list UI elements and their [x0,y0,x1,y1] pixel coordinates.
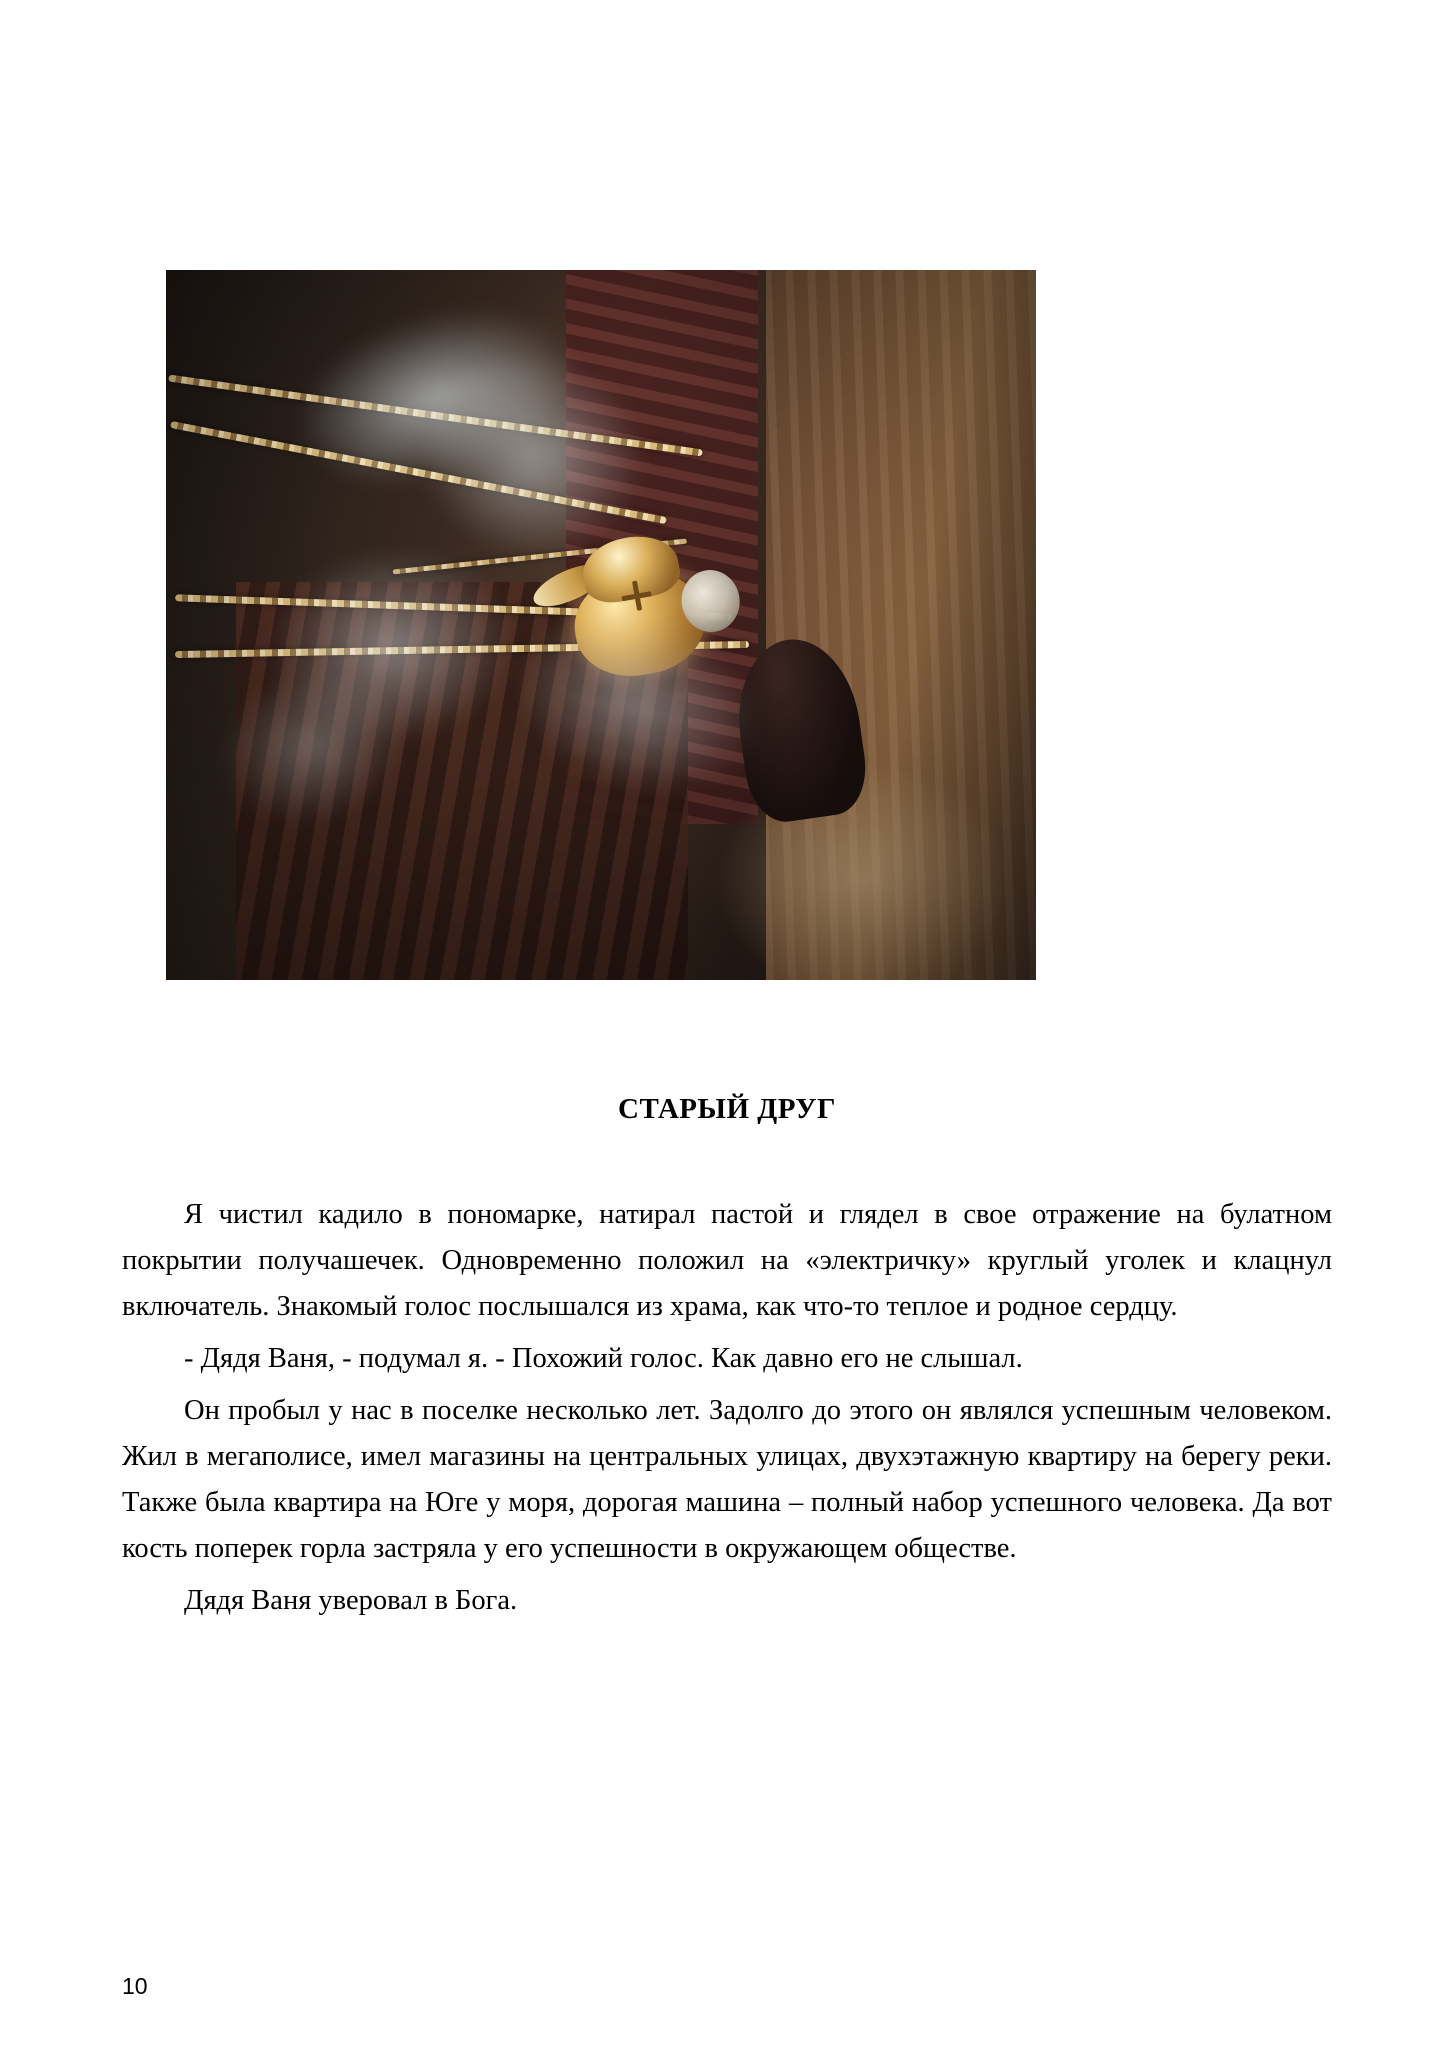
photo-canvas [166,270,1036,980]
paragraph: - Дядя Ваня, - подумал я. - Похожий голос. Как давно его не слышал. [184,1343,1023,1374]
paragraph: Дядя Ваня уверовал в Бога. [184,1585,518,1616]
paragraph: Он пробыл у нас в поселке несколько лет. Задолго до этого он являлся успешным человеком. Жил в мегаполисе, имел магазины на центральных улицах, двухэтажную квартиру на берегу реки. Также была квартира на Юге у моря, дорогая машина – полный набор успешного человека. Да вот кость поперек горла застряла у его успешности в окружающем обществе. [122,1395,1332,1564]
page-number: 10 [122,1973,148,1999]
paragraph: Я чистил кадило в пономарке, натирал пастой и глядел в свое отражение на булатном покрытии получашечек. Одновременно положил на «электричку» круглый уголек и клацнул включатель. Знакомый голос послышался из храма, как что-то теплое и родное сердцу. [122,1199,1332,1322]
photo-vignette [166,270,1036,980]
censer-photo [166,270,1036,980]
body-text [122,1192,1332,1624]
page-title: СТАРЫЙ ДРУГ [618,1093,836,1126]
